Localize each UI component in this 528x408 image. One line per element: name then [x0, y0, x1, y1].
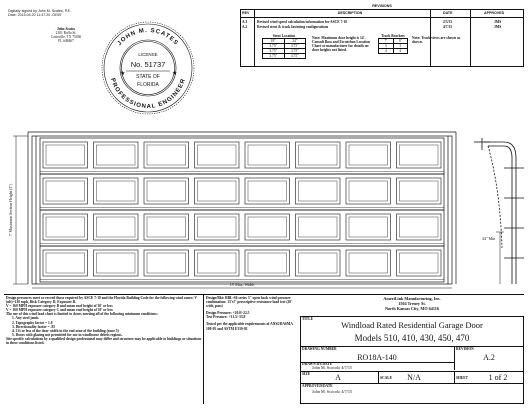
raised-panel	[245, 142, 290, 168]
engineer-license: FL #48467	[58, 39, 74, 44]
raised-panel	[245, 178, 290, 204]
rev-header-description: DESCRIPTION	[337, 11, 363, 15]
drawn-by-label: DRAWN BY/DATE	[302, 362, 333, 366]
svg-text:JOHN M. SCATES	[117, 28, 179, 47]
raised-panel	[296, 142, 341, 168]
strut-cell: 3.75"	[284, 44, 306, 49]
design-note-footer: Site specific calculations by a qualified design professional may differ and structure may be applicable to buildings or situations in these conditions listed.	[6, 336, 202, 346]
scale-label: SCALE	[380, 376, 392, 380]
raised-panel-inner	[147, 145, 186, 165]
company-block	[300, 297, 524, 311]
pressure-note-p2: Tested per the applicable requirements of ANSI/DASMA 108-05 and ASTM E330-02	[206, 322, 293, 331]
raised-panel-inner	[400, 145, 439, 165]
strut-cell: 3.75"	[263, 49, 285, 54]
design-note-p3: V = 160 MPH exposure category C and mean roof height of 30' or less	[6, 308, 113, 313]
raised-panel	[296, 178, 341, 204]
revisions-title: REVISIONS	[372, 4, 392, 8]
size-label: SIZE	[302, 372, 311, 376]
engineer-address-line-1: 2101 Rollo St.	[55, 31, 77, 36]
raised-panel-inner	[299, 145, 338, 165]
raised-panel-inner	[299, 253, 338, 273]
approved-by-value: John M. Scocolo 4/7/15	[312, 389, 353, 394]
strut-cell: 3.75"	[263, 54, 285, 59]
raised-panel-inner	[46, 145, 85, 165]
raised-panel-inner	[400, 181, 439, 201]
rev-header-date: DATE	[443, 11, 453, 15]
rev-row-2-description: Revised strut & track fastening configurations	[257, 25, 329, 29]
raised-panel	[43, 250, 88, 276]
raised-panel	[397, 142, 442, 168]
revision-value: A.2	[483, 353, 495, 362]
raised-panel	[296, 214, 341, 240]
raised-panel-inner	[46, 253, 85, 273]
raised-panel-inner	[349, 145, 388, 165]
raised-panel-inner	[46, 217, 85, 237]
height-dimension-label: 7' Maximum Section Height (3")	[8, 183, 13, 237]
condition-item-5: 5. Doors with glazing not permitted for use in windborne debris regions.	[12, 332, 123, 337]
size-value: A	[335, 373, 341, 382]
raised-panel	[144, 214, 189, 240]
rev-row-2-rev: A.2	[242, 25, 248, 29]
raised-panel	[346, 214, 391, 240]
test-pressure: Test Pressure: +31.5/-33.8	[206, 315, 246, 320]
sheet-label: SHEET	[456, 376, 468, 380]
seal-number: No. 51737	[130, 60, 166, 69]
approved-by-label: APPROVED/DATE	[302, 384, 333, 388]
drawing-number-label: DRAWING NUMBER	[302, 347, 337, 351]
track-header-1: 7'	[379, 39, 394, 44]
raised-panel-inner	[147, 253, 186, 273]
design-pressure: Design Pressure: +20.0/-22.5	[206, 311, 250, 316]
strut-table-title: Strut Location	[272, 34, 296, 38]
design-note-p4: The use of this wind load chart is limited to doors meeting all of the following minimum conditions:	[6, 312, 158, 317]
raised-panel	[346, 250, 391, 276]
rev-header-approved: APPROVED	[484, 11, 505, 15]
strut-note: Note: Maximum door height is 14'. Consult Boss and Escutchon Location Chart or manufacturer for details on door heights not listed.	[312, 36, 370, 53]
door-elevation-drawing	[4, 128, 524, 290]
condition-item-2: 2. Topography factor = 1.0	[12, 320, 53, 325]
raised-panel	[94, 178, 139, 204]
raised-panel	[195, 250, 240, 276]
engineer-name: John Scates	[56, 27, 76, 31]
rev-row-1-approved: JMS	[494, 20, 502, 24]
raised-panel	[245, 214, 290, 240]
raised-panel-inner	[147, 181, 186, 201]
drawing-number: RO18A-140	[357, 353, 397, 362]
raised-panel-inner	[46, 181, 85, 201]
track-cell: 4	[379, 49, 394, 54]
width-dimension-label: 13' Max. Width	[229, 282, 255, 287]
raised-panel	[346, 178, 391, 204]
raised-panel-inner	[248, 217, 287, 237]
raised-panel	[397, 214, 442, 240]
raised-panel-inner	[97, 253, 136, 273]
engineer-seal	[100, 20, 196, 116]
seal-ring-top: JOHN M. SCATES	[116, 27, 180, 47]
raised-panel	[43, 214, 88, 240]
raised-panel-inner	[248, 253, 287, 273]
raised-panel	[144, 178, 189, 204]
seal-license-label: LICENSE	[138, 52, 158, 57]
door-section	[40, 174, 444, 210]
raised-panel-inner	[248, 145, 287, 165]
raised-panel	[195, 214, 240, 240]
digital-signature	[8, 9, 120, 17]
rev-header-rev: REV	[242, 11, 250, 15]
track-cell: 3	[393, 44, 408, 49]
drawing-models: Models 510, 410, 430, 450, 470	[354, 333, 470, 343]
raised-panel	[94, 214, 139, 240]
raised-panel-inner	[198, 253, 237, 273]
raised-panel	[94, 250, 139, 276]
strut-header-1: 18"	[263, 39, 285, 44]
raised-panel	[195, 142, 240, 168]
company-address: 1504 Treney St.	[398, 300, 426, 306]
raised-panel	[397, 178, 442, 204]
raised-panel	[346, 142, 391, 168]
door-section	[40, 138, 444, 174]
engineer-address	[36, 27, 96, 43]
side-track-section	[474, 138, 524, 284]
title-label: TITLE	[302, 317, 313, 321]
track-cell: 4	[393, 49, 408, 54]
track-cell: 3	[379, 44, 394, 49]
condition-item-1: 1. Any steel jamb.	[12, 316, 40, 321]
seal-state-of: STATE OF	[136, 74, 160, 80]
strut-cell: 3.75"	[284, 54, 306, 59]
track-header-2: 8'	[393, 39, 408, 44]
strut-cell: 3.75"	[263, 44, 285, 49]
sheet-value: 1 of 2	[488, 373, 508, 382]
pressure-note-p1: Design/Bkt: RBL-S6 series 3" open back wind pressure combination: 13'x7' prescriptive resistance load test (20' wide, pass)	[206, 296, 293, 309]
raised-panel-inner	[299, 217, 338, 237]
condition-item-4: 4. 2 ft or less of the door width in the end zone of the building (zone 5)	[12, 328, 119, 333]
raised-panel	[397, 250, 442, 276]
door-panels	[40, 138, 444, 282]
rev-row-1-description: Revised wind speed calculation information for ASCE 7-10	[257, 20, 348, 24]
raised-panel-inner	[400, 253, 439, 273]
raised-panel-inner	[349, 253, 388, 273]
company-city: North Kansas City, MO 64116	[385, 305, 439, 311]
raised-panel-inner	[349, 217, 388, 237]
track-note: Note: Track views are shown as shown.	[412, 36, 461, 45]
track-table-title: Track Brackets	[381, 34, 405, 38]
raised-panel	[43, 142, 88, 168]
scale-value: N/A	[407, 373, 421, 382]
company-name: AmeriLink Manufacturing, Inc.	[383, 296, 441, 301]
side-dimension-label: 34" Min	[482, 236, 496, 241]
raised-panel	[144, 142, 189, 168]
raised-panel	[144, 250, 189, 276]
revision-label: REVISION	[456, 347, 474, 351]
design-note-p1: Design pressures meet or exceed those required by ASCE 7-10 and the Florida Building Code for the following wind zones: V (ult)=130 mph, Risk Category II, Exposure B.	[6, 296, 197, 305]
raised-panel-inner	[248, 181, 287, 201]
raised-panel-inner	[97, 145, 136, 165]
drawn-by-value: John M. Scocolo 4/7/15	[312, 365, 353, 370]
raised-panel	[43, 178, 88, 204]
raised-panel-inner	[400, 217, 439, 237]
rev-row-2-date: 4/7/15	[443, 25, 453, 29]
strut-location-table	[262, 34, 306, 59]
svg-text:★: ★	[172, 71, 178, 77]
raised-panel-inner	[198, 145, 237, 165]
rev-row-2-approved: JMS	[494, 25, 502, 29]
signature-line-2: Date: 2015.04.20 11:47:20 -05'00'	[8, 13, 62, 18]
engineer-address-line-2: Cartsville, TX 75036	[50, 35, 82, 40]
signature-line-1: Digitally signed by John M. Scates, P.E.	[8, 9, 72, 13]
door-section	[40, 210, 444, 246]
rev-row-1-rev: A.1	[242, 20, 248, 24]
raised-panel-inner	[299, 181, 338, 201]
condition-item-3: 3. Directionality factor = .85	[12, 324, 56, 329]
pressure-notes	[206, 296, 300, 331]
raised-panel-inner	[198, 181, 237, 201]
raised-panel	[195, 178, 240, 204]
raised-panel-inner	[97, 217, 136, 237]
strut-header-2: 24"	[284, 39, 306, 44]
revisions-table	[240, 4, 524, 66]
raised-panel-inner	[349, 181, 388, 201]
seal-state: FLORIDA	[137, 82, 159, 88]
raised-panel-inner	[147, 217, 186, 237]
svg-text:★: ★	[120, 71, 126, 77]
raised-panel	[94, 142, 139, 168]
raised-panel-inner	[97, 181, 136, 201]
door-section	[40, 246, 444, 282]
rev-row-1-date: 2/3/15	[443, 20, 453, 24]
track-brackets-table	[378, 34, 408, 54]
raised-panel-inner	[198, 217, 237, 237]
design-note-p2: V = 160 MPH exposure category B and mean roof height of 30' or less	[6, 304, 113, 309]
raised-panel	[245, 250, 290, 276]
seal-ring-bottom: PROFESSIONAL ENGINEER	[109, 77, 187, 111]
design-notes	[6, 296, 202, 345]
raised-panel	[296, 250, 341, 276]
drawing-title: Windload Rated Residential Garage Door	[341, 320, 483, 330]
strut-cell: 3.75"	[284, 49, 306, 54]
